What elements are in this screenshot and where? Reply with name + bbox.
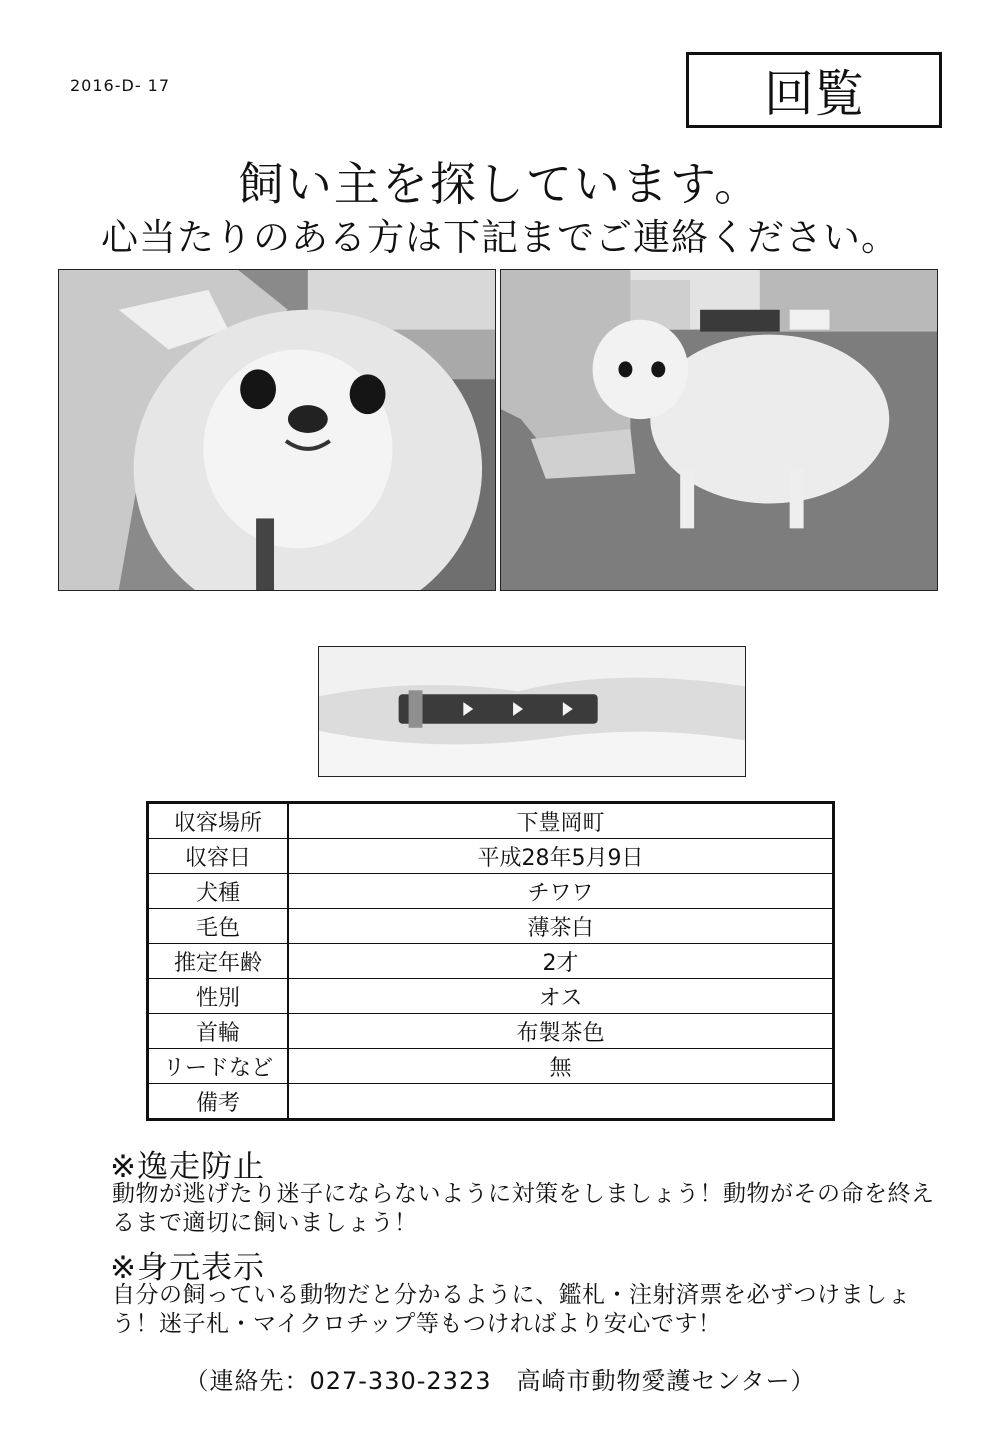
- identification-text: 自分の飼っている動物だと分かるように、鑑札・注射済票を必ずつけましょう！迷子札・マイクロチップ等もつければより安心です！: [112, 1282, 911, 1337]
- table-row: [148, 839, 834, 874]
- row-value: 平成28年5月9日: [288, 839, 834, 874]
- row-value: チワワ: [288, 874, 834, 909]
- escape-prevention-heading: ※逸走防止: [110, 1149, 265, 1185]
- table-row: [148, 874, 834, 909]
- table-row: [148, 1049, 834, 1084]
- row-label: リードなど: [148, 1049, 289, 1084]
- row-value: オス: [288, 979, 834, 1014]
- row-value: 2才: [288, 944, 834, 979]
- row-value: 薄茶白: [288, 909, 834, 944]
- row-value: 無: [288, 1049, 834, 1084]
- row-label: 推定年齢: [148, 944, 289, 979]
- contact-info: （連絡先：027-330-2323 高崎市動物愛護センター）: [184, 1367, 816, 1395]
- collar-photo: [318, 646, 746, 777]
- row-label: 収容場所: [148, 803, 289, 839]
- dog-face-photo: [58, 269, 496, 591]
- table-row: [148, 944, 834, 979]
- row-value: [288, 1084, 834, 1120]
- row-label: 備考: [148, 1084, 289, 1120]
- row-label: 犬種: [148, 874, 289, 909]
- row-label: 首輪: [148, 1014, 289, 1049]
- table-row: [148, 1014, 834, 1049]
- table-row: [148, 803, 834, 839]
- row-label: 収容日: [148, 839, 289, 874]
- document-id: 2016-D- 17: [70, 76, 171, 95]
- row-label: 性別: [148, 979, 289, 1014]
- circulation-stamp: 回覧: [686, 52, 942, 128]
- row-value: 布製茶色: [288, 1014, 834, 1049]
- dog-standing-photo: [500, 269, 938, 591]
- table-row: [148, 979, 834, 1014]
- escape-prevention-text: 動物が逃げたり迷子にならないように対策をしましょう！動物がその命を終えるまで適切に飼いましょう！: [112, 1181, 935, 1236]
- row-value: 下豊岡町: [288, 803, 834, 839]
- page-title: 飼い主を探しています。: [237, 157, 763, 211]
- dog-info-table: [146, 801, 835, 1121]
- table-row: [148, 909, 834, 944]
- table-row: [148, 1084, 834, 1120]
- row-label: 毛色: [148, 909, 289, 944]
- page-subtitle: 心当たりのある方は下記までご連絡ください。: [101, 216, 899, 259]
- identification-heading: ※身元表示: [110, 1250, 265, 1286]
